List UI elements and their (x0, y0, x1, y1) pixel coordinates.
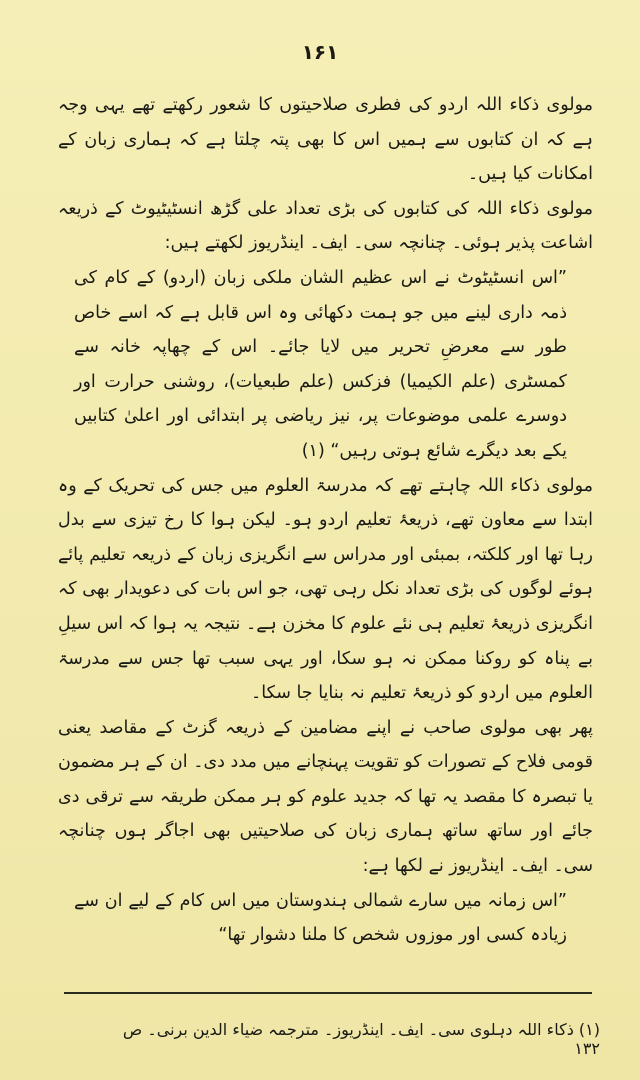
block-quote: ”اس زمانہ میں سارے شمالی ہندوستان میں اس کام کے لیے ان سے زیادہ کسی اور موزوں شخص کا ملنا دشوار تھا“ (74, 890, 567, 946)
footnote: (۱) ذکاء اللہ دہلوی سی۔ ایف۔ اینڈریوز۔ مترجمہ ضیاء الدین برنی۔ ص ۱۳۲ (122, 1020, 600, 1058)
body-text (58, 88, 593, 953)
footnote-divider (64, 992, 592, 994)
paragraph: پھر بھی مولوی صاحب نے اپنے مضامین کے ذریعہ گزٹ کے مقاصد یعنی قومی فلاح کے تصورات کو تقویت پہنچانے میں مدد دی۔ ان کے ہر مضمون یا تبصرہ کا مقصد یہ تھا کہ جدید علوم کو ہر ممکن طریقہ سے ترقی دی جائے اور ساتھ ساتھ ہماری زبان کی صلاحیتیں بھی اجاگر ہوں چنانچہ سی۔ ایف۔ اینڈریوز نے لکھا ہے: (58, 717, 593, 877)
paragraph: مولوی ذکاء اللہ چاہتے تھے کہ مدرسۃ العلوم میں جس کی تحریک کے وہ ابتدا سے معاون تھے، ذریعۂ تعلیم اردو ہو۔ لیکن ہوا کا رخ تیزی سے بدل رہا تھا اور کلکتہ، بمبئی اور مدراس سے انگریزی زبان کے ذریعہ تعلیم پائے ہوئے لوگوں کی بڑی تعداد نکل رہی تھی، جو اس بات کی دعویدار بھی کہ انگریزی ذریعۂ تعلیم ہی نئے علوم کا مخزن ہے۔ نتیجہ یہ ہوا کہ اس سیلِ بے پناہ کو روکنا ممکن نہ ہو سکا، اور یہی سبب تھا جس سے مدرسۃ العلوم میں اردو کو ذریعۂ تعلیم نہ بنایا جا سکا۔ (58, 475, 593, 704)
paragraph: مولوی ذکاء اللہ کی کتابوں کی بڑی تعداد علی گڑھ انسٹیٹیوٹ کے ذریعہ اشاعت پذیر ہوئی۔ چنانچہ سی۔ ایف۔ اینڈریوز لکھتے ہیں: (58, 198, 593, 254)
paragraph: مولوی ذکاء اللہ اردو کی فطری صلاحیتوں کا شعور رکھتے تھے یہی وجہ ہے کہ ان کتابوں سے ہمیں اس کا بھی پتہ چلتا ہے کہ ہماری زبان کے امکانات کیا ہیں۔ (58, 95, 593, 185)
page-number: ۱۶۱ (301, 40, 339, 64)
block-quote: ”اس انسٹیٹوٹ نے اس عظیم الشان ملکی زبان (اردو) کے کام کی ذمہ داری لینے میں جو ہمت دکھائی وہ اس قابل ہے کہ اسے خاص طور سے معرضِ تحریر میں لایا جائے۔ اس کے چھاپہ خانہ سے کمسٹری (علم الکیمیا) فزکس (علم طبعیات)، روشنی حرارت اور دوسرے علمی موضوعات پر، نیز ریاضی پر ابتدائی اور اعلیٰ کتابیں یکے بعد دیگرے شائع ہوتی رہیں“ (۱) (74, 267, 567, 461)
